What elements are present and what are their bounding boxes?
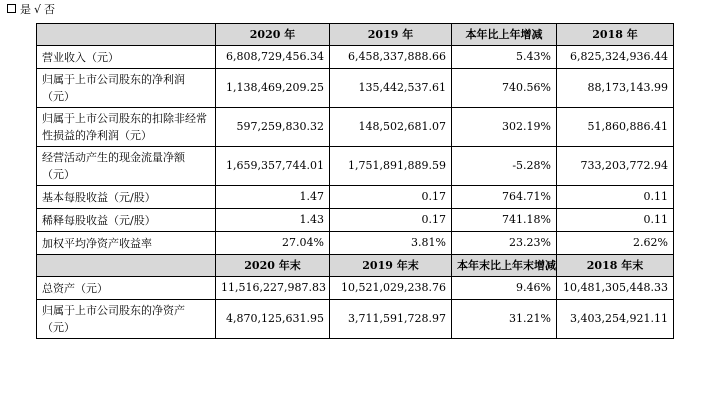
table-header-row-year-end	[37, 255, 674, 277]
table-row	[37, 147, 674, 186]
row-label: 加权平均净资产收益率	[37, 232, 216, 255]
row-label: 总资产（元）	[37, 277, 216, 300]
header-cell-2020-end: 2020 年末	[216, 255, 330, 277]
header-cell-yoy-change: 本年比上年增减	[452, 24, 557, 46]
cell-change: -5.28%	[452, 147, 557, 186]
yes-no-indicator	[7, 2, 58, 18]
row-label: 稀释每股收益（元/股）	[37, 209, 216, 232]
table-row	[37, 277, 674, 300]
header-cell-2019: 2019 年	[330, 24, 452, 46]
cell-2018: 733,203,772.94	[557, 147, 674, 186]
cell-change: 9.46%	[452, 277, 557, 300]
table-row	[37, 69, 674, 108]
cell-change: 741.18%	[452, 209, 557, 232]
cell-2020: 597,259,830.32	[216, 108, 330, 147]
cell-change: 31.21%	[452, 300, 557, 339]
cell-2020: 1,138,469,209.25	[216, 69, 330, 108]
cell-2019: 0.17	[330, 209, 452, 232]
cell-2018: 88,173,143.99	[557, 69, 674, 108]
row-label: 归属于上市公司股东的净资产（元）	[37, 300, 216, 339]
cell-change: 5.43%	[452, 46, 557, 69]
cell-2018-end: 10,481,305,448.33	[557, 277, 674, 300]
table-row	[37, 46, 674, 69]
no-label: 否	[44, 3, 56, 16]
cell-2019: 1,751,891,889.59	[330, 147, 452, 186]
header-cell-blank	[37, 24, 216, 46]
cell-change: 23.23%	[452, 232, 557, 255]
checkbox-icon	[7, 4, 16, 13]
row-label: 基本每股收益（元/股）	[37, 186, 216, 209]
header-cell-2020: 2020 年	[216, 24, 330, 46]
cell-2018: 51,860,886.41	[557, 108, 674, 147]
cell-change: 302.19%	[452, 108, 557, 147]
table-row	[37, 300, 674, 339]
cell-2018-end: 3,403,254,921.11	[557, 300, 674, 339]
cell-2018: 0.11	[557, 209, 674, 232]
cell-2019: 135,442,537.61	[330, 69, 452, 108]
row-label: 营业收入（元）	[37, 46, 216, 69]
cell-2019: 0.17	[330, 186, 452, 209]
cell-change: 764.71%	[452, 186, 557, 209]
cell-2019-end: 3,711,591,728.97	[330, 300, 452, 339]
cell-2020-end: 11,516,227,987.83	[216, 277, 330, 300]
cell-2020: 1,659,357,744.01	[216, 147, 330, 186]
cell-2019: 6,458,337,888.66	[330, 46, 452, 69]
cell-2019: 148,502,681.07	[330, 108, 452, 147]
header-cell-yoy-end-change: 本年末比上年末增减	[452, 255, 557, 277]
check-mark: √	[34, 3, 42, 16]
table-row	[37, 209, 674, 232]
row-label: 归属于上市公司股东的扣除非经常性损益的净利润（元）	[37, 108, 216, 147]
header-cell-blank	[37, 255, 216, 277]
financial-summary-table	[36, 23, 674, 339]
cell-2019: 3.81%	[330, 232, 452, 255]
cell-2020-end: 4,870,125,631.95	[216, 300, 330, 339]
cell-2020: 6,808,729,456.34	[216, 46, 330, 69]
table-header-row	[37, 24, 674, 46]
cell-2018: 0.11	[557, 186, 674, 209]
cell-2020: 1.43	[216, 209, 330, 232]
header-cell-2019-end: 2019 年末	[330, 255, 452, 277]
table-row	[37, 186, 674, 209]
cell-2020: 1.47	[216, 186, 330, 209]
row-label: 经营活动产生的现金流量净额（元）	[37, 147, 216, 186]
table-row	[37, 108, 674, 147]
cell-2019-end: 10,521,029,238.76	[330, 277, 452, 300]
table-row	[37, 232, 674, 255]
row-label: 归属于上市公司股东的净利润（元）	[37, 69, 216, 108]
cell-2018: 2.62%	[557, 232, 674, 255]
header-cell-2018: 2018 年	[557, 24, 674, 46]
cell-2020: 27.04%	[216, 232, 330, 255]
header-cell-2018-end: 2018 年末	[557, 255, 674, 277]
cell-2018: 6,825,324,936.44	[557, 46, 674, 69]
cell-change: 740.56%	[452, 69, 557, 108]
yes-label: 是	[20, 3, 31, 16]
